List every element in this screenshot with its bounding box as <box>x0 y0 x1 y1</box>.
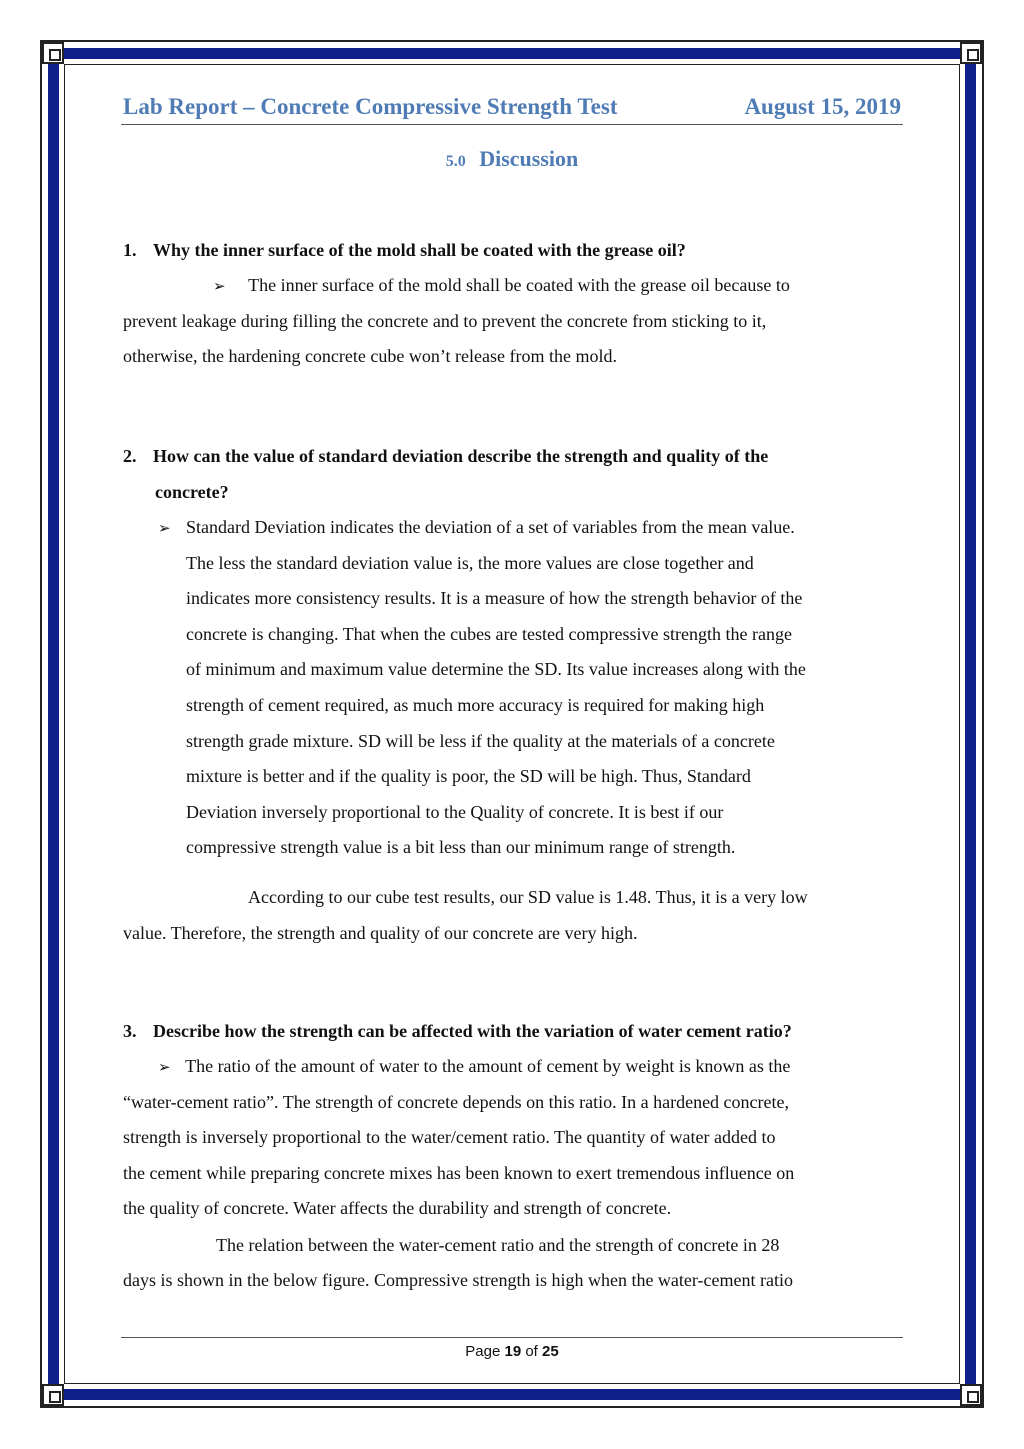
page-label: Page <box>465 1343 501 1360</box>
answer-2-line: strength of cement required, as much more accuracy is required for making high <box>186 695 765 715</box>
answer-2-line: mixture is better and if the quality is poor, the SD will be high. Thus, Standard <box>186 766 751 786</box>
arrow-bullet-icon: ➢ <box>158 1058 171 1076</box>
answer-2-conclusion: According to our cube test results, our SD value is 1.48. Thus, it is a very low <box>248 887 808 907</box>
question-3 <box>123 1020 792 1042</box>
answer-1-line-3: otherwise, the hardening concrete cube won’t release from the mold. <box>123 346 617 366</box>
question-text: Describe how the strength can be affected with the variation of water cement ratio? <box>153 1021 792 1041</box>
answer-2-line: concrete is changing. That when the cubes are tested compressive strength the range <box>186 624 792 644</box>
page-number: 19 <box>504 1343 522 1360</box>
answer-1-line-1: ➢ The inner surface of the mold shall be coated with the grease oil because to <box>213 275 790 295</box>
question-number: 2. <box>123 446 137 466</box>
answer-2-line: indicates more consistency results. It is a measure of how the strength behavior of the <box>186 588 803 608</box>
border-corner-ornament <box>960 42 982 64</box>
answer-2-line: compressive strength value is a bit less than our minimum range of strength. <box>186 837 736 857</box>
question-2 <box>123 445 768 467</box>
total-pages: 25 <box>542 1343 559 1360</box>
arrow-bullet-icon: ➢ <box>213 277 226 295</box>
section-title: Discussion <box>479 146 579 171</box>
answer-3-line: “water-cement ratio”. The strength of concrete depends on this ratio. In a hardened concrete, <box>123 1092 790 1112</box>
answer-3-paragraph-2: days is shown in the below figure. Compressive strength is high when the water-cement ratio <box>123 1270 793 1290</box>
answer-2-line: strength grade mixture. SD will be less if the quality at the materials of a concrete <box>186 731 775 751</box>
question-text: Why the inner surface of the mold shall be coated with the grease oil? <box>153 240 686 260</box>
border-corner-ornament <box>960 1384 982 1406</box>
answer-2-line: The less the standard deviation value is, the more values are close together and <box>186 553 754 573</box>
answer-3-line-1: ➢ The ratio of the amount of water to the amount of cement by weight is known as the <box>158 1056 791 1076</box>
border-corner-ornament <box>42 1384 64 1406</box>
answer-3-line: the quality of concrete. Water affects the durability and strength of concrete. <box>123 1198 672 1218</box>
border-corner-ornament <box>42 42 64 64</box>
of-label: of <box>525 1343 538 1360</box>
arrow-bullet-icon: ➢ <box>158 519 171 537</box>
header-title: Lab Report – Concrete Compressive Strength Test <box>123 94 618 119</box>
question-text: How can the value of standard deviation describe the strength and quality of the <box>153 446 769 466</box>
section-number: 5.0 <box>445 153 466 170</box>
answer-2-conclusion: value. Therefore, the strength and quality of our concrete are very high. <box>123 923 638 943</box>
question-number: 3. <box>123 1021 137 1041</box>
answer-2-line: Standard Deviation indicates the deviation of a set of variables from the mean value. <box>186 517 795 537</box>
answer-3-line: the cement while preparing concrete mixes has been known to exert tremendous influence on <box>123 1163 795 1183</box>
page-border-inner <box>64 64 960 1384</box>
question-1 <box>123 239 686 261</box>
answer-2-bullet <box>158 516 171 539</box>
answer-2-line: of minimum and maximum value determine the SD. Its value increases along with the <box>186 659 806 679</box>
answer-2-line: Deviation inversely proportional to the Quality of concrete. It is best if our <box>186 802 724 822</box>
header-divider <box>121 124 903 125</box>
footer-divider <box>121 1337 903 1338</box>
question-2-continued: concrete? <box>155 482 229 502</box>
section-heading <box>121 146 903 172</box>
answer-3-line: strength is inversely proportional to the water/cement ratio. The quantity of water added to <box>123 1127 776 1147</box>
page-footer <box>121 1343 903 1360</box>
header-date: August 15, 2019 <box>744 94 901 119</box>
question-number: 1. <box>123 240 137 260</box>
answer-1-line-2: prevent leakage during filling the concrete and to prevent the concrete from sticking to it, <box>123 311 767 331</box>
answer-3-paragraph-2: The relation between the water-cement ratio and the strength of concrete in 28 <box>216 1235 780 1255</box>
